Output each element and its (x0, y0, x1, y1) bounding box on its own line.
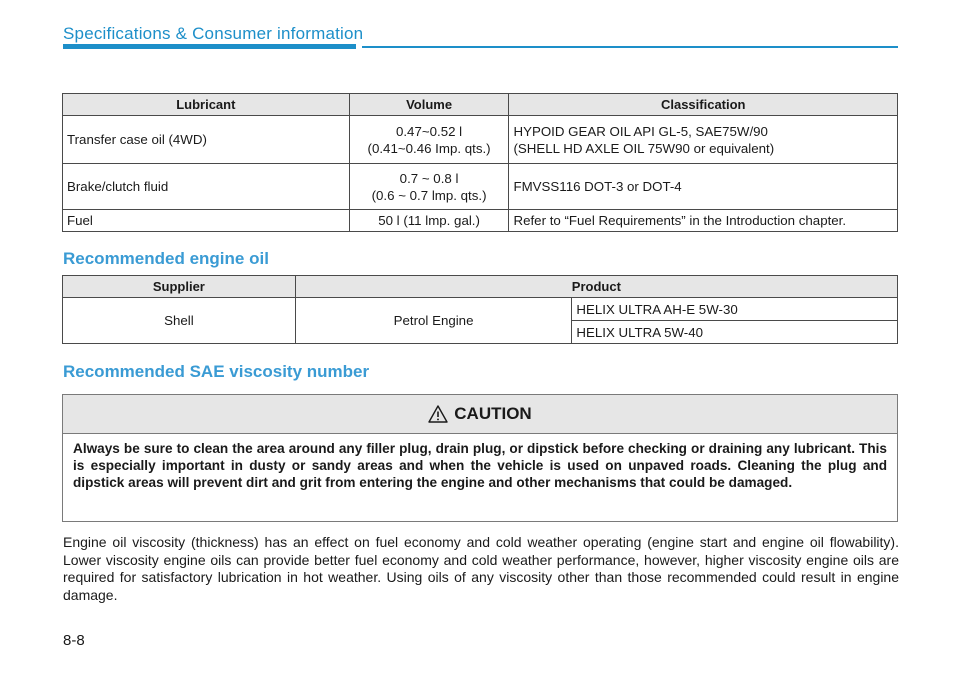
volume-line: (0.41~0.46 Imp. qts.) (367, 140, 491, 156)
section-title: Specifications & Consumer information (63, 24, 364, 43)
header-rule-thin (362, 46, 898, 48)
page-number: 8-8 (63, 632, 85, 649)
lubricant-cell: Fuel (63, 210, 350, 232)
classification-cell: FMVSS116 DOT-3 or DOT-4 (509, 164, 898, 210)
lubricant-cell: Brake/clutch fluid (63, 164, 350, 210)
product-cell: HELIX ULTRA 5W-40 (572, 321, 898, 344)
header-rule-thick (63, 44, 356, 49)
caution-box (62, 394, 898, 522)
table-row (63, 298, 898, 321)
classification-cell: Refer to “Fuel Requirements” in the Introduction chapter. (509, 210, 898, 232)
volume-line: 0.47~0.52 l (395, 123, 463, 139)
classification-line: (SHELL HD AXLE OIL 75W90 or equivalent) (513, 140, 775, 156)
engine-oil-heading: Recommended engine oil (63, 249, 269, 268)
classification-cell (509, 116, 898, 164)
caution-title: CAUTION (454, 404, 532, 423)
volume-cell (349, 164, 509, 210)
table-row (63, 210, 898, 232)
lubricant-spec-table (62, 93, 898, 232)
volume-cell (349, 116, 509, 164)
supplier-cell: Shell (63, 298, 296, 344)
column-header-product: Product (295, 276, 897, 298)
lubricant-cell: Transfer case oil (4WD) (63, 116, 350, 164)
sae-viscosity-heading: Recommended SAE viscosity number (63, 362, 370, 381)
volume-line: 0.7 ~ 0.8 l (399, 170, 459, 186)
engine-type-cell: Petrol Engine (295, 298, 572, 344)
caution-text: Always be sure to clean the area around any filler plug, drain plug, or dipstick before checking or draining any lubricant. This is especially important in dusty or sandy areas and when the vehicle is used on unpaved roads. Cleaning the plug and dipstick areas will prevent dirt and grit from entering the engine and other mechanisms that could be damaged. (73, 441, 887, 490)
table-header-row (63, 94, 898, 116)
column-header-volume: Volume (349, 94, 509, 116)
warning-triangle-icon (428, 405, 448, 423)
column-header-supplier: Supplier (63, 276, 296, 298)
table-row (63, 164, 898, 210)
volume-cell: 50 l (11 lmp. gal.) (349, 210, 509, 232)
column-header-lubricant: Lubricant (63, 94, 350, 116)
classification-line: HYPOID GEAR OIL API GL-5, SAE75W/90 (513, 123, 768, 139)
table-row (63, 116, 898, 164)
column-header-classification: Classification (509, 94, 898, 116)
viscosity-paragraph: Engine oil viscosity (thickness) has an effect on fuel economy and cold weather operating (engine start and engine oil flowability). Lower viscosity engine oils can provide better fuel economy and cold weather performance, however, higher viscosity engine oils are required for satisfactory lubrication in hot weather. Using oils of any viscosity other than those recommended could result in engine damage. (63, 534, 899, 603)
product-cell: HELIX ULTRA AH-E 5W-30 (572, 298, 898, 321)
engine-oil-table (62, 275, 898, 344)
volume-line: (0.6 ~ 0.7 lmp. qts.) (371, 187, 487, 203)
caution-header (63, 395, 897, 434)
table-header-row (63, 276, 898, 298)
